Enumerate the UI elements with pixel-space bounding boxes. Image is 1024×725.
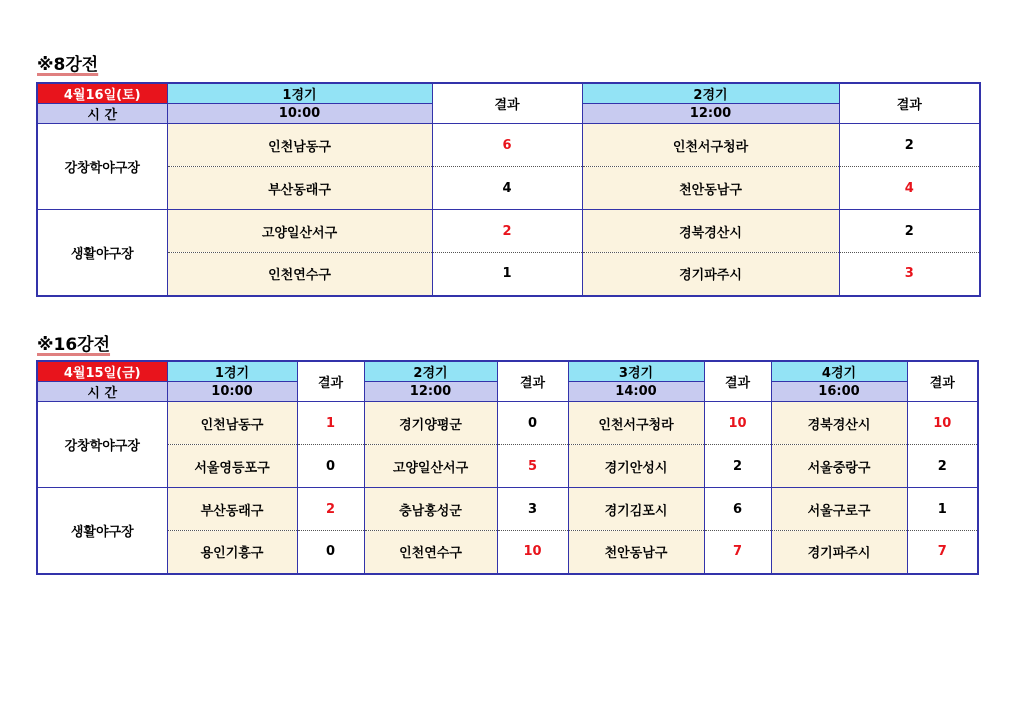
round16-table <box>36 360 979 575</box>
score-cell: 2 <box>907 445 978 488</box>
result-header: 결과 <box>839 83 980 124</box>
team-cell: 경기파주시 <box>771 531 907 574</box>
team-cell: 인천남동구 <box>167 124 432 167</box>
result-header: 결과 <box>704 361 771 402</box>
score-cell: 1 <box>907 488 978 531</box>
match-date: 4월15일(금) <box>37 361 167 382</box>
game-4-label: 4경기 <box>771 361 907 382</box>
team-cell: 서울구로구 <box>771 488 907 531</box>
team-cell: 경기파주시 <box>582 253 839 296</box>
game-2-label: 2경기 <box>364 361 497 382</box>
score-cell: 10 <box>907 402 978 445</box>
match-date: 4월16일(토) <box>37 83 167 104</box>
team-cell: 인천연수구 <box>364 531 497 574</box>
result-header: 결과 <box>497 361 568 402</box>
result-header: 결과 <box>297 361 364 402</box>
score-cell: 10 <box>497 531 568 574</box>
team-cell: 용인기흥구 <box>167 531 297 574</box>
venue-name: 생활야구장 <box>37 210 167 296</box>
team-cell: 인천연수구 <box>167 253 432 296</box>
quarterfinal-body <box>37 124 980 296</box>
game-1-time: 10:00 <box>167 104 432 124</box>
team-cell: 부산동래구 <box>167 488 297 531</box>
venue-name: 생활야구장 <box>37 488 167 574</box>
team-cell: 천안동남구 <box>568 531 704 574</box>
score-cell: 3 <box>497 488 568 531</box>
score-cell: 2 <box>839 124 980 167</box>
team-cell: 인천서구청라 <box>568 402 704 445</box>
team-cell: 고양일산서구 <box>364 445 497 488</box>
score-cell: 0 <box>297 445 364 488</box>
time-label: 시 간 <box>37 382 167 402</box>
game-4-time: 16:00 <box>771 382 907 402</box>
score-cell: 7 <box>907 531 978 574</box>
score-cell: 2 <box>432 210 582 253</box>
score-cell: 1 <box>432 253 582 296</box>
team-cell: 서울영등포구 <box>167 445 297 488</box>
team-cell: 경기양평군 <box>364 402 497 445</box>
score-cell: 10 <box>704 402 771 445</box>
team-cell: 경북경산시 <box>771 402 907 445</box>
score-cell: 5 <box>497 445 568 488</box>
score-cell: 4 <box>432 167 582 210</box>
team-cell: 인천서구청라 <box>582 124 839 167</box>
game-2-time: 12:00 <box>364 382 497 402</box>
score-cell: 6 <box>432 124 582 167</box>
score-cell: 0 <box>297 531 364 574</box>
team-cell: 서울중랑구 <box>771 445 907 488</box>
team-cell: 고양일산서구 <box>167 210 432 253</box>
game-1-label: 1경기 <box>167 361 297 382</box>
round16-title: ※16강전 <box>37 335 111 355</box>
score-cell: 1 <box>297 402 364 445</box>
score-cell: 4 <box>839 167 980 210</box>
game-1-label: 1경기 <box>167 83 432 104</box>
game-2-label: 2경기 <box>582 83 839 104</box>
game-2-time: 12:00 <box>582 104 839 124</box>
quarterfinal-title: ※8강전 <box>37 55 99 75</box>
team-cell: 경기안성시 <box>568 445 704 488</box>
score-cell: 2 <box>839 210 980 253</box>
result-header: 결과 <box>907 361 978 402</box>
team-cell: 충남홍성군 <box>364 488 497 531</box>
score-cell: 2 <box>297 488 364 531</box>
game-1-time: 10:00 <box>167 382 297 402</box>
score-cell: 2 <box>704 445 771 488</box>
venue-name: 강창학야구장 <box>37 402 167 488</box>
team-cell: 부산동래구 <box>167 167 432 210</box>
score-cell: 7 <box>704 531 771 574</box>
game-3-time: 14:00 <box>568 382 704 402</box>
score-cell: 3 <box>839 253 980 296</box>
time-label: 시 간 <box>37 104 167 124</box>
game-3-label: 3경기 <box>568 361 704 382</box>
team-cell: 인천남동구 <box>167 402 297 445</box>
score-cell: 6 <box>704 488 771 531</box>
team-cell: 천안동남구 <box>582 167 839 210</box>
score-cell: 0 <box>497 402 568 445</box>
quarterfinal-table <box>36 82 981 297</box>
team-cell: 경북경산시 <box>582 210 839 253</box>
venue-name: 강창학야구장 <box>37 124 167 210</box>
result-header: 결과 <box>432 83 582 124</box>
team-cell: 경기김포시 <box>568 488 704 531</box>
